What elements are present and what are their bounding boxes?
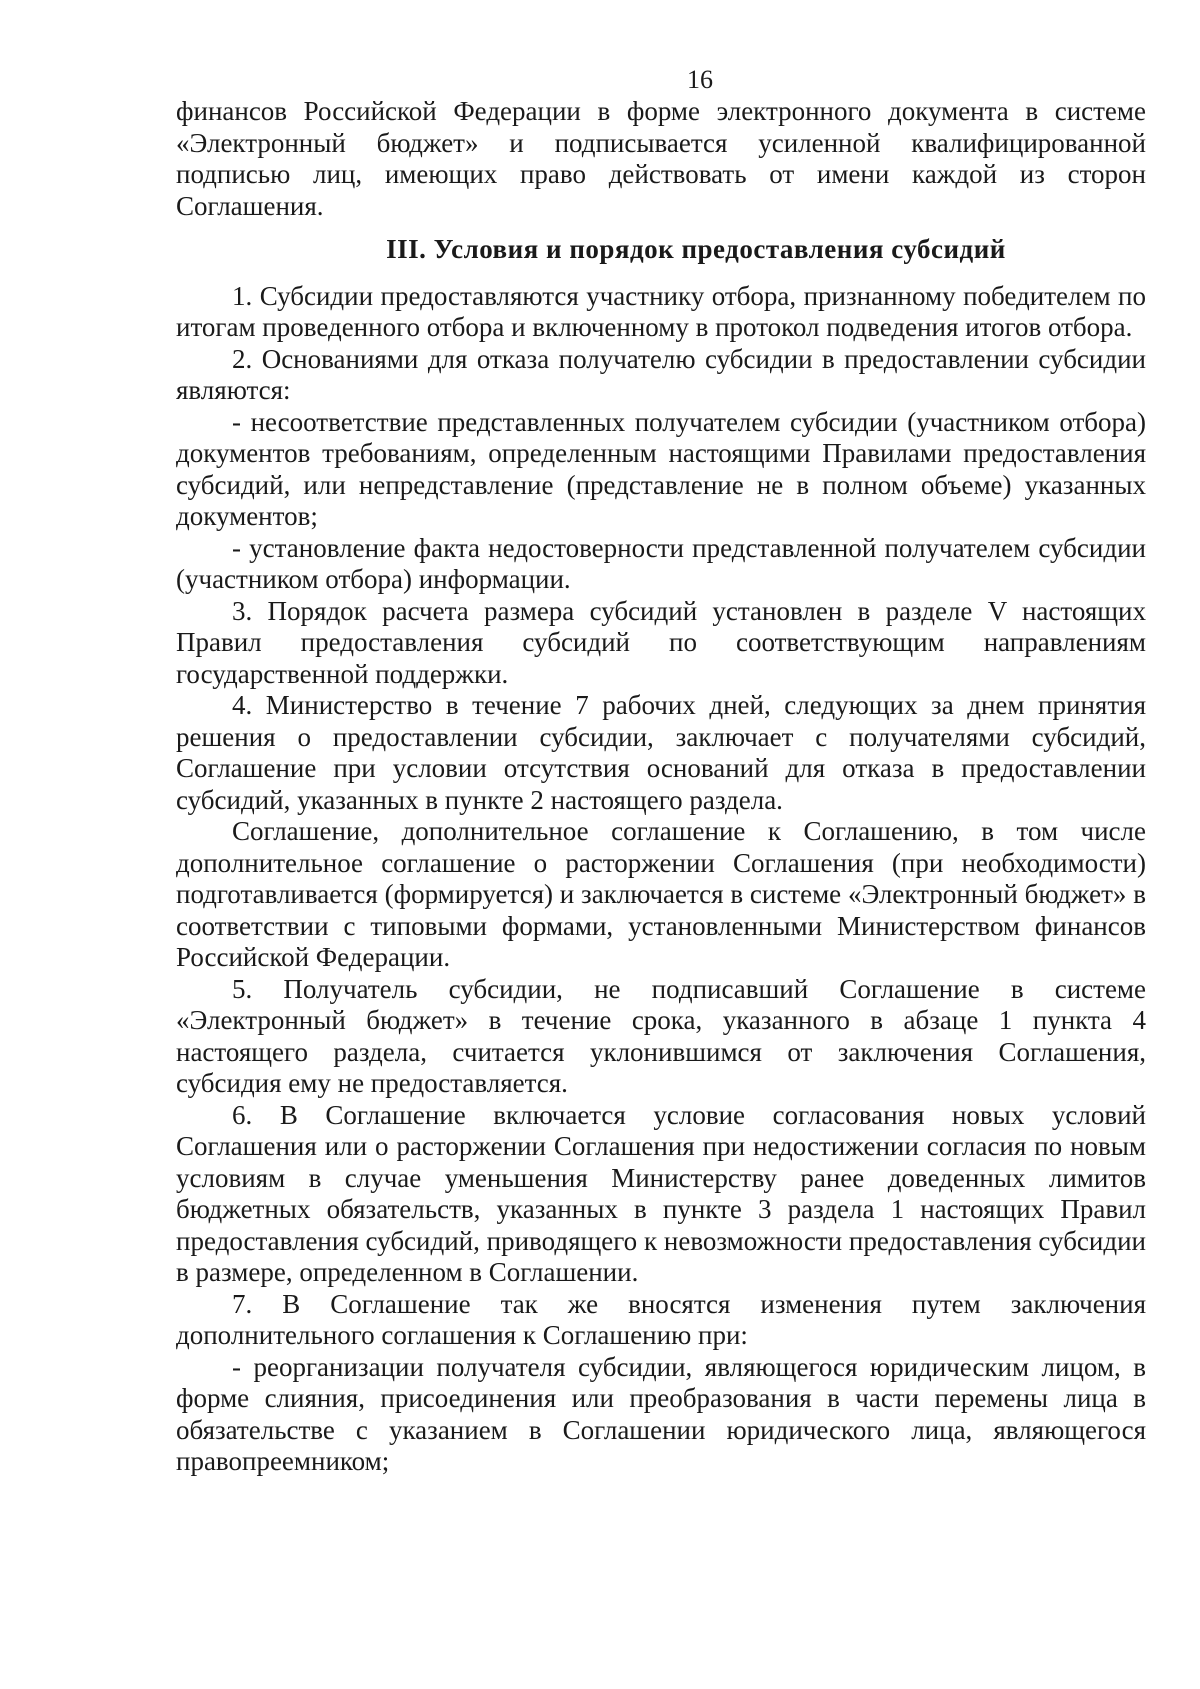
section-heading: III. Условия и порядок предоставления субсидий	[386, 234, 1006, 264]
paragraph-3: 3. Порядок расчета размера субсидий установлен в разделе V настоящих Правил предоставления субсидий по соответствующим направлениям государственной поддержки.	[176, 595, 1146, 689]
paragraph-6: 6. В Соглашение включается условие согласования новых условий Соглашения или о расторжении Соглашения при недостижении согласия по новым условиям в случае уменьшения Министерству ранее доведенных лимитов бюджетных обязательств, указанных в пункте 3 раздела 1 настоящих Правил предоставления субсидий, приводящего к невозможности предоставления субсидии в размере, определенном в Соглашении.	[176, 1099, 1146, 1287]
paragraph-1: 1. Субсидии предоставляются участнику отбора, признанному победителем по итогам проведенного отбора и включенному в протокол подведения итогов отбора.	[176, 280, 1146, 342]
paragraph-4-agreement: Соглашение, дополнительное соглашение к Соглашению, в том числе дополнительное соглашение о расторжении Соглашения (при необходимости) подготавливается (формируется) и заключается в системе «Электронный бюджет» в соответствии с типовыми формами, установленными Министерством финансов Российской Федерации.	[176, 816, 1146, 972]
paragraph-7-item-1: - реорганизации получателя субсидии, являющегося юридическим лицом, в форме слияния, присоединения или преобразования в части перемены лица в обязательстве с указанием в Соглашении юридического лица, являющегося правопреемником;	[176, 1351, 1146, 1476]
paragraph-2-item-1: - несоответствие представленных получателем субсидии (участником отбора) документов требованиям, определенным настоящими Правилами предоставления субсидий, или непредставление (представление не в полном объеме) указанных документов;	[176, 406, 1146, 531]
intro-paragraph: финансов Российской Федерации в форме электронного документа в системе «Электронный бюджет» и подписывается усиленной квалифицированной подписью лиц, имеющих право действовать от имени каждой из сторон Соглашения.	[176, 96, 1146, 221]
paragraph-7: 7. В Соглашение так же вносятся изменения путем заключения дополнительного соглашения к Соглашению при:	[176, 1288, 1146, 1350]
paragraph-2-item-2: - установление факта недостоверности представленной получателем субсидии (участником отбора) информации.	[176, 532, 1146, 594]
paragraph-4: 4. Министерство в течение 7 рабочих дней, следующих за днем принятия решения о предоставлении субсидии, заключает с получателями субсидий, Соглашение при условии отсутствия оснований для отказа в предоставлении субсидий, указанных в пункте 2 настоящего раздела.	[176, 690, 1146, 815]
paragraph-2: 2. Основаниями для отказа получателю субсидии в предоставлении субсидии являются:	[176, 343, 1146, 405]
document-body	[176, 96, 1146, 1478]
page-number: 16	[687, 65, 713, 94]
paragraph-5: 5. Получатель субсидии, не подписавший Соглашение в системе «Электронный бюджет» в течение срока, указанного в абзаце 1 пункта 4 настоящего раздела, считается уклонившимся от заключения Соглашения, субсидия ему не предоставляется.	[176, 973, 1146, 1098]
